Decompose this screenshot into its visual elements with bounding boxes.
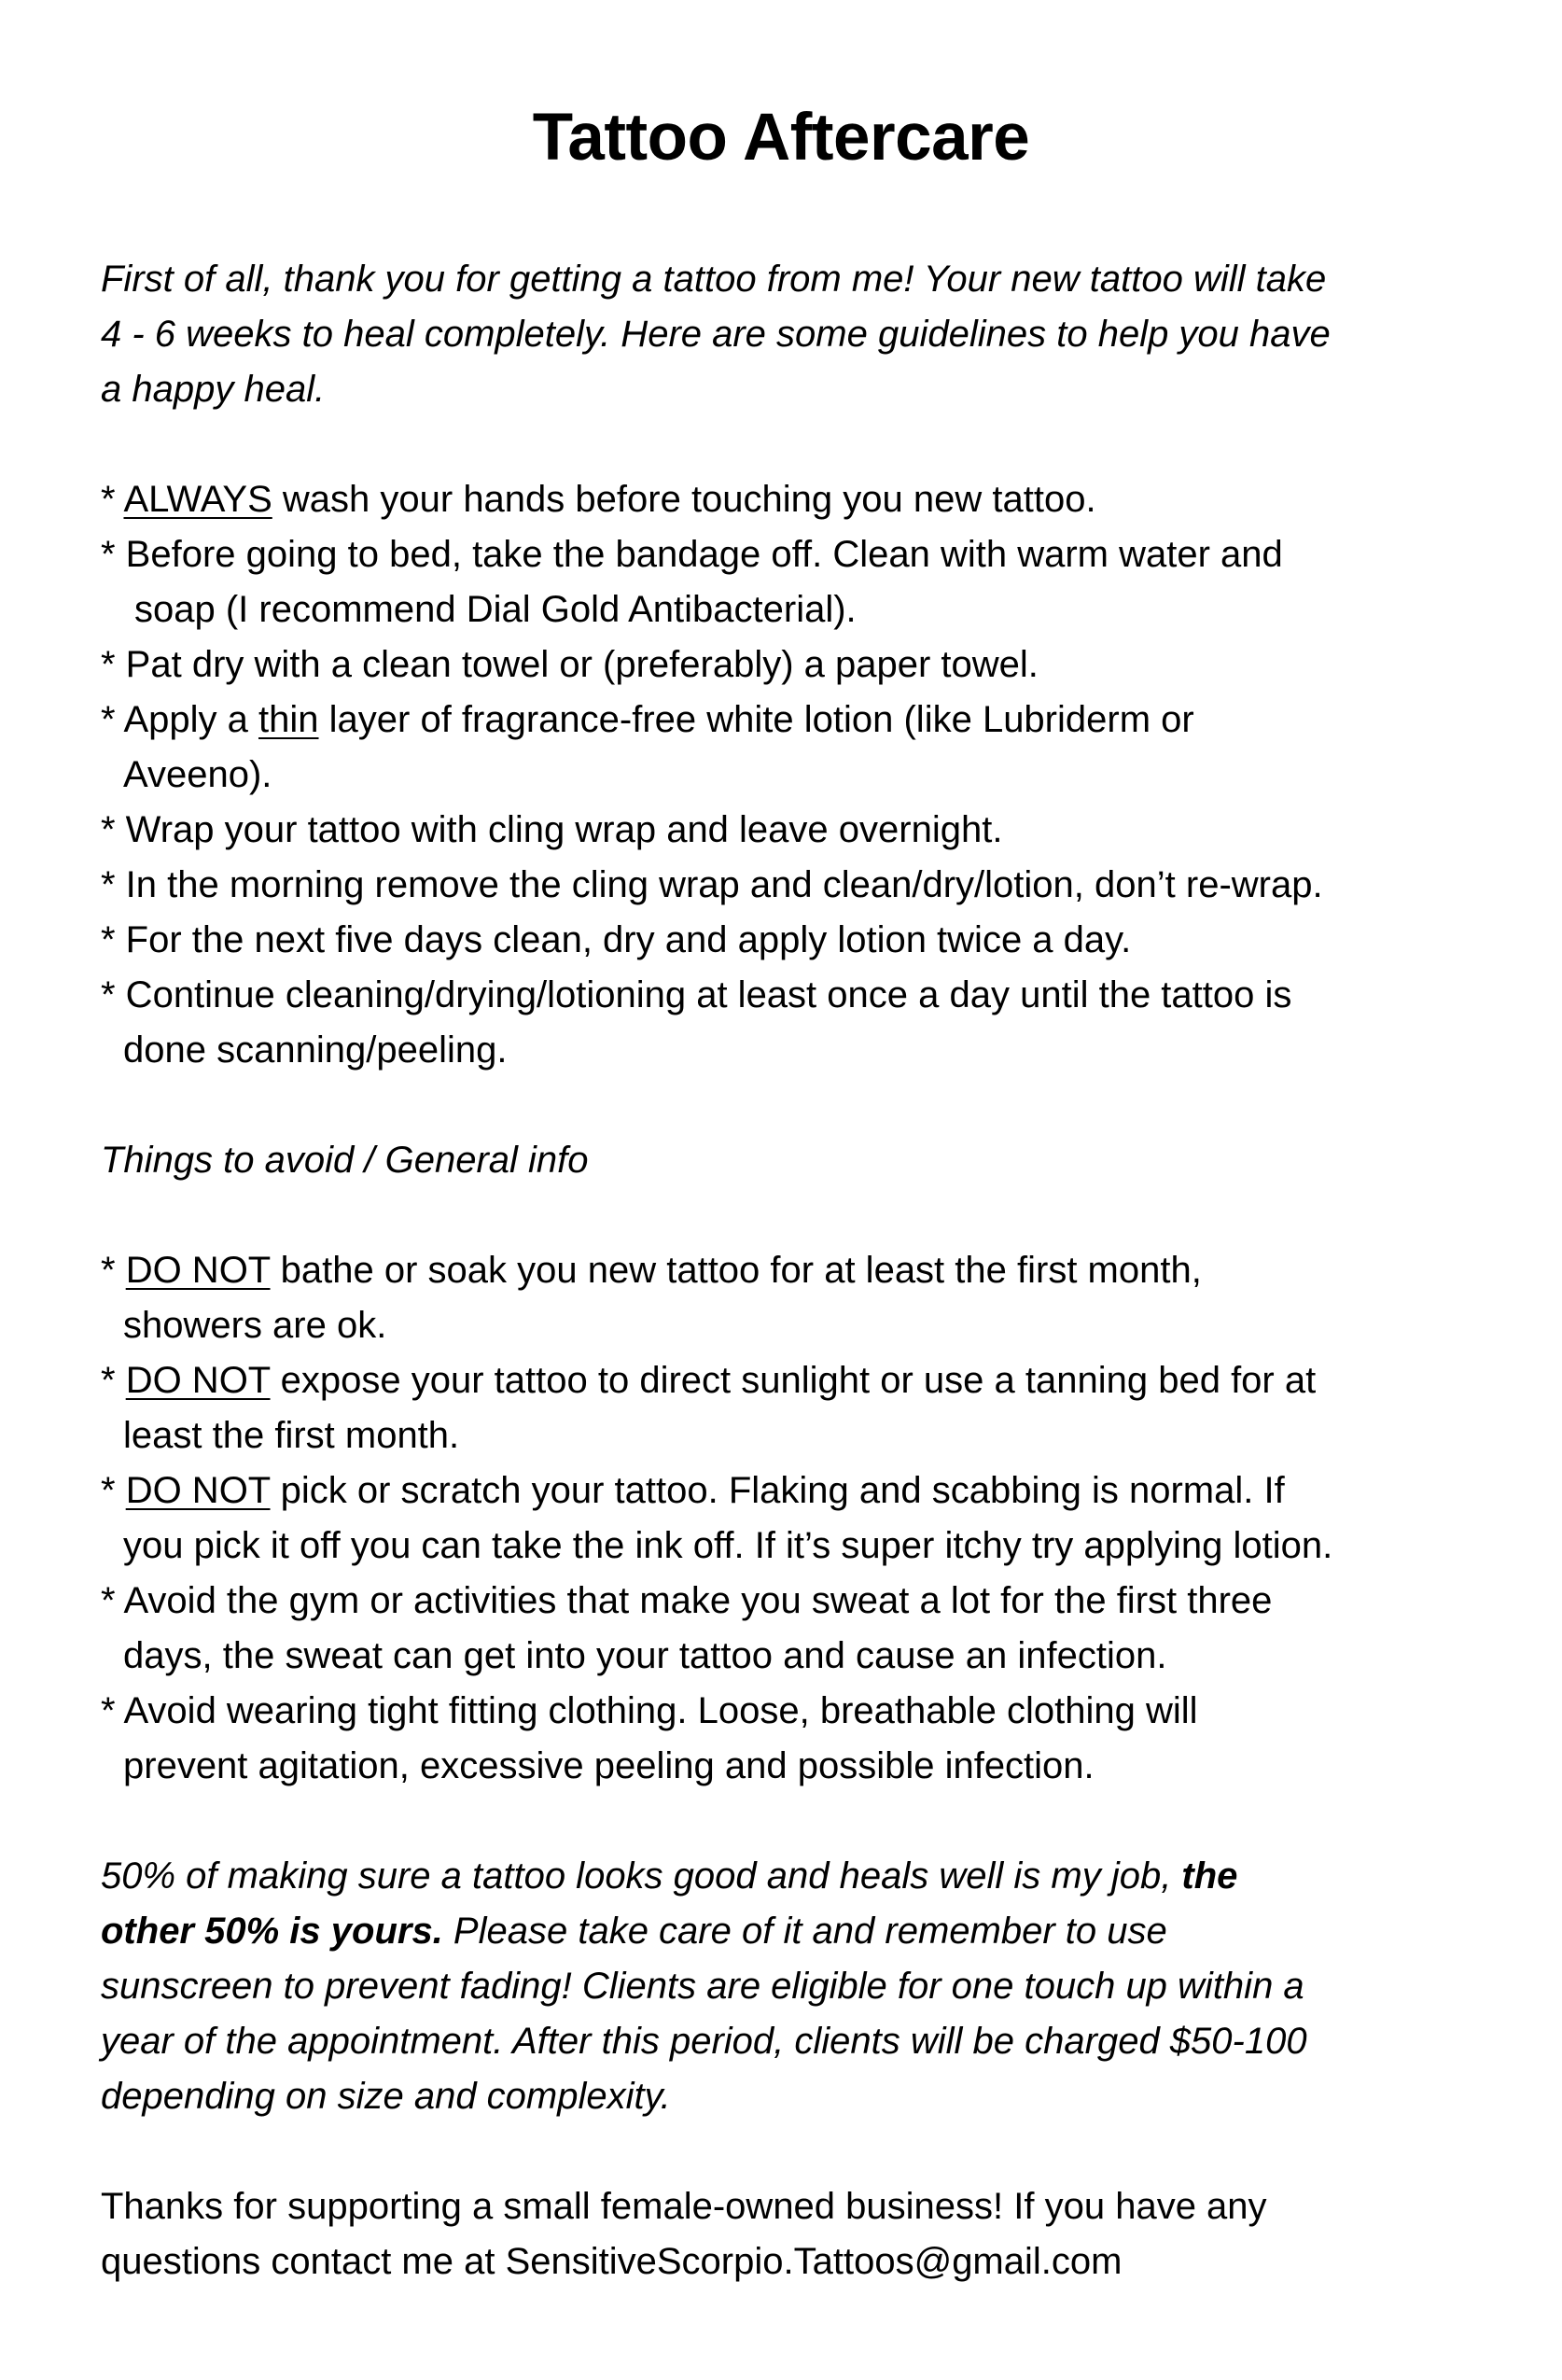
responsibility-line [101,1904,1500,1959]
avoid-item-clothing-cont: prevent agitation, excessive peeling and possible infection. [123,1745,1095,1786]
spacer [101,1188,1500,1243]
avoid-item-gym-cont: days, the sweat can get into your tattoo and cause an infection. [123,1635,1167,1676]
bullet-prefix: * [101,1250,126,1291]
care-step-remove-bandage: * Before going to bed, take the bandage off. Clean with warm water and [101,534,1283,575]
document-body [101,252,1500,2289]
item-text: bathe or soak you new tattoo for at least the first month, [270,1250,1202,1291]
responsibility-line [101,1849,1500,1904]
responsibility-paragraph [101,1849,1500,2124]
intro-line: 4 - 6 weeks to heal completely. Here are some guidelines to help you have [101,314,1331,355]
item-text: expose your tattoo to direct sunlight or use a tanning bed for at [270,1360,1317,1401]
care-step-always-wash-hands [101,472,1500,527]
emphasis-always: ALWAYS [123,479,272,520]
avoid-item-gym: * Avoid the gym or activities that make you sweat a lot for the first three [101,1580,1273,1621]
care-step-pat-dry: * Pat dry with a clean towel or (preferably) a paper towel. [101,644,1039,685]
care-step-continue: * Continue cleaning/drying/lotioning at least once a day until the tattoo is [101,974,1292,1015]
page-title: Tattoo Aftercare [532,101,1030,175]
emphasis-thin: thin [258,699,319,740]
emphasis-do-not: DO NOT [125,1470,271,1511]
closing-contact-line: questions contact me at SensitiveScorpio.Tattoos@gmail.com [101,2241,1123,2282]
step-text: * Apply a [101,699,259,740]
avoid-heading: Things to avoid / General info [101,1140,589,1181]
responsibility-emphasis: the [1181,1855,1238,1897]
care-step-remove-bandage-cont: soap (I recommend Dial Gold Antibacterial). [134,589,857,630]
responsibility-line: year of the appointment. After this period, clients will be charged $50-100 [101,2021,1307,2062]
care-step-five-days: * For the next five days clean, dry and apply lotion twice a day. [101,919,1132,960]
care-step-apply-lotion-cont: Aveeno). [123,754,272,795]
intro-paragraph [101,252,1500,417]
emphasis-do-not: DO NOT [125,1360,271,1401]
care-steps-list [101,472,1500,1078]
avoid-item-picking-cont: you pick it off you can take the ink off. If it’s super itchy try applying lotion. [123,1525,1333,1566]
step-text: layer of fragrance-free white lotion (like Lubriderm or [318,699,1194,740]
responsibility-emphasis: other 50% is yours. [101,1911,443,1952]
avoid-item-bathing [101,1243,1500,1298]
care-step-cling-wrap: * Wrap your tattoo with cling wrap and leave overnight. [101,809,1003,850]
intro-line: First of all, thank you for getting a tattoo from me! Your new tattoo will take [101,259,1327,300]
care-step-continue-cont: done scanning/peeling. [123,1029,508,1071]
avoid-item-sunlight [101,1353,1500,1408]
spacer [101,417,1500,472]
responsibility-text: 50% of making sure a tattoo looks good and heals well is my job, [101,1855,1182,1897]
care-step-morning: * In the morning remove the cling wrap and clean/dry/lotion, don’t re-wrap. [101,864,1323,905]
bullet-prefix: * [101,1470,126,1511]
spacer [101,1794,1500,1849]
closing-paragraph [101,2179,1500,2289]
item-text: pick or scratch your tattoo. Flaking and scabbing is normal. If [270,1470,1285,1511]
bullet-prefix: * [101,479,124,520]
responsibility-line: depending on size and complexity. [101,2076,671,2117]
spacer [101,2124,1500,2179]
step-text: wash your hands before touching you new tattoo. [272,479,1096,520]
spacer [101,1078,1500,1133]
care-step-apply-lotion [101,693,1500,748]
avoid-item-clothing: * Avoid wearing tight fitting clothing. Loose, breathable clothing will [101,1690,1198,1731]
intro-line: a happy heal. [101,369,326,410]
avoid-item-picking [101,1463,1500,1519]
closing-line: Thanks for supporting a small female-owned business! If you have any [101,2186,1267,2227]
avoid-list [101,1243,1500,1794]
responsibility-text: Please take care of it and remember to use [442,1911,1167,1952]
emphasis-do-not: DO NOT [125,1250,271,1291]
responsibility-line: sunscreen to prevent fading! Clients are eligible for one touch up within a [101,1966,1304,2007]
avoid-item-sunlight-cont: least the first month. [123,1415,460,1456]
avoid-item-bathing-cont: showers are ok. [123,1305,387,1346]
bullet-prefix: * [101,1360,126,1401]
